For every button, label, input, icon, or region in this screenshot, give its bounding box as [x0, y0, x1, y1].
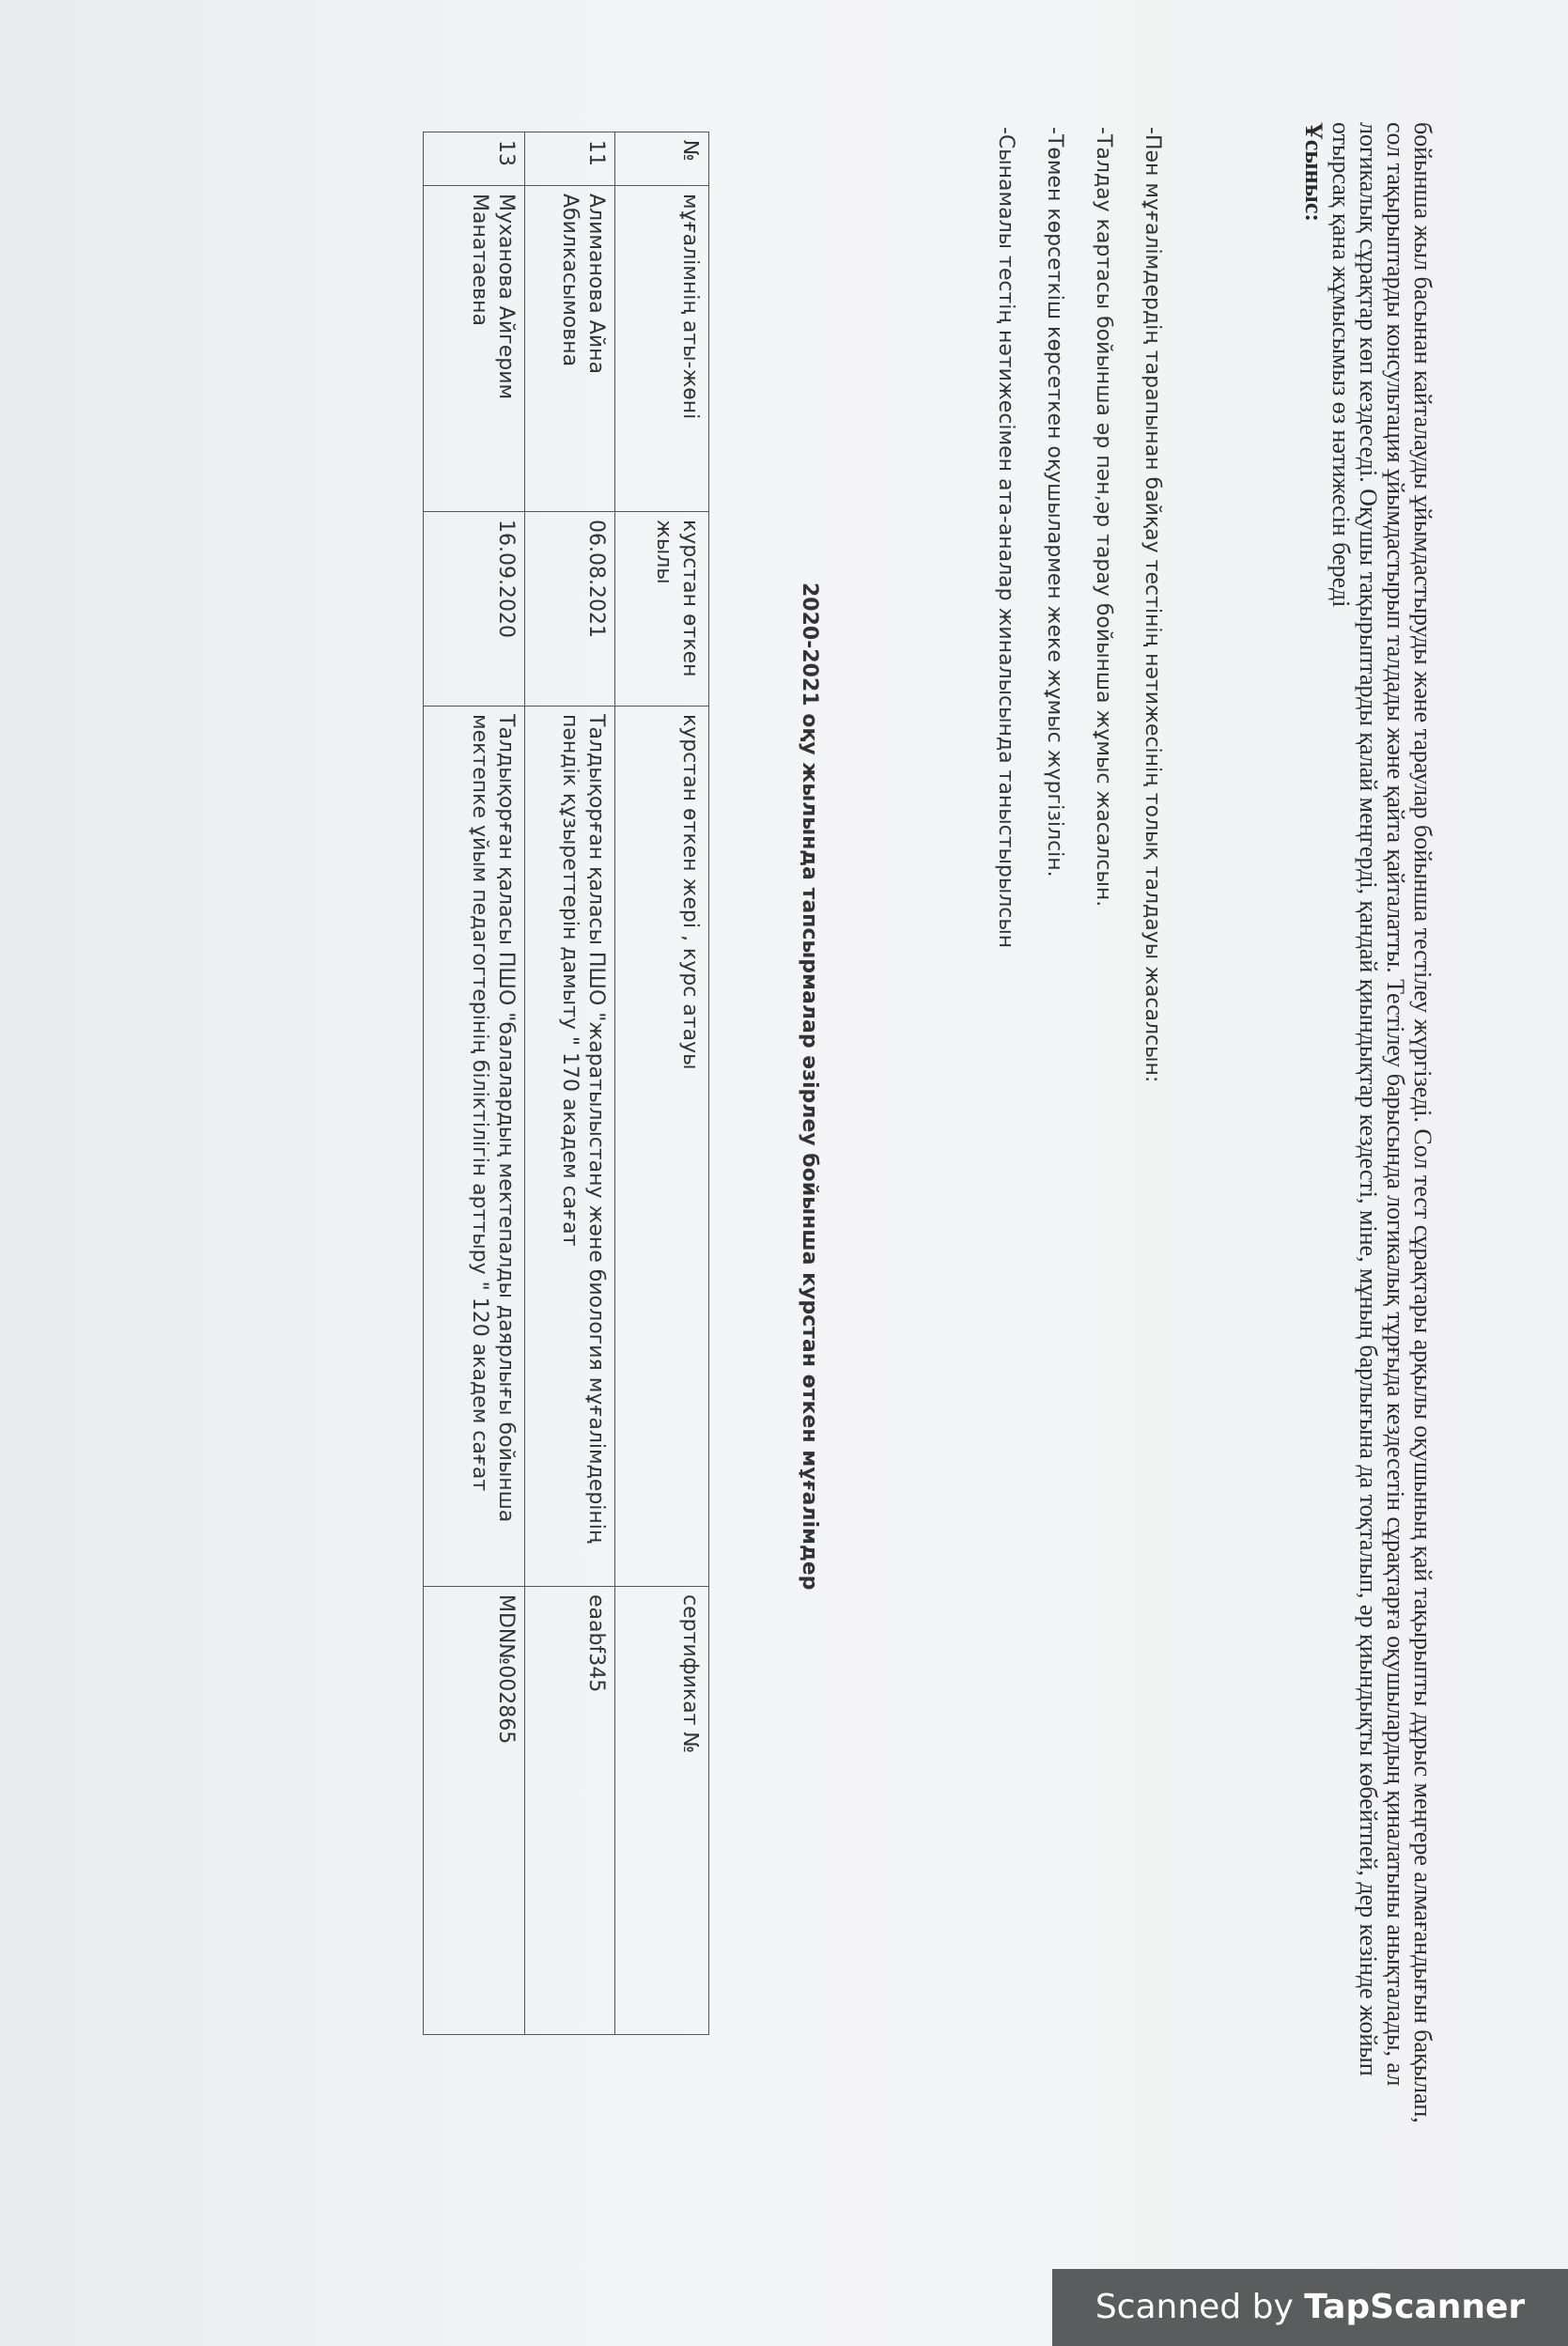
header-course-place: курстан өткен жері , курс атауы — [615, 707, 709, 1587]
conclusion-title: Ұсыныс: — [1300, 122, 1327, 223]
recommendation-item: -Пән мұғалімдердің тарапынан байқау тестінің нәтижесінің толық талдауы жасалсын: — [1141, 127, 1164, 1083]
cell-teacher-name: Алиманова Айна Абилкасымовна — [525, 186, 615, 512]
header-teacher-name: мұғалімнің аты-жөні — [615, 186, 709, 512]
table-title: 2020-2021 оқу жылында тапсырмалар әзірлеу бойынша курстан өткен мұғалімдер — [798, 583, 821, 1591]
watermark-brand: TapScanner — [1304, 2288, 1526, 2326]
watermark-prefix: Scanned by — [1094, 2288, 1305, 2326]
table-row — [525, 132, 615, 2035]
cell-certificate: eaabf345 — [525, 1587, 615, 2035]
header-course-year: курстан өткен жылы — [615, 512, 709, 707]
cell-course-date: 16.09.2020 — [424, 512, 525, 707]
header-number: № — [615, 132, 709, 186]
cell-course-place: Талдықорған қаласы ПШО "балалардың мектепалды даярлығы бойынша мектепке ұйым педагогтерінің біліктілігін арттыру " 120 академ сағат — [424, 707, 525, 1587]
intro-section — [1300, 122, 1436, 2142]
cell-course-place: Талдықорған қаласы ПШО "жаратылыстану және биология мұғалімдерінің пәндік құзыреттерін дамыту " 170 академ сағат — [525, 707, 615, 1587]
recommendation-item: -Сынамалы тестің нәтижесімен ата-аналар жиналысында таныстырылсын — [994, 127, 1017, 949]
recommendation-item: -Талдау картасы бойынша әр пән,әр тарау бойынша жұмыс жасалсын. — [1092, 127, 1115, 908]
intro-paragraph: бойынша жыл басынан кайталауды ұйымдастыруды және тараулар бойынша тестілеу жүргізеді. Сол тест сұрақтары арқылы оқушының қай тақырыпты дұрыс меңгере алмағандығын бақылап, сол тақырыптарды консультация ұйымдастырып талдады және қайта қайталатты. Тестілеу барысында логикалық тұрғыда кездесетін сұрақтарға оқушылардың қиналатыны анықталады, ал логикалық сұрақтар көп кездеседі. Оқушы тақырыптарды қалай меңгерді, қандай қиындықтар кездесті, міне, мұның барлығына да тоқталып, әр қиындықты көбейтпей, дер кезінде жойып отырсақ қана жұмысымыз өз нәтижесін береді — [1327, 122, 1436, 2123]
header-certificate: сертификат № — [615, 1587, 709, 2035]
cell-number: 11 — [525, 132, 615, 186]
cell-course-date: 06.08.2021 — [525, 512, 615, 707]
recommendation-item: -Төмен көрсеткіш көрсеткен оқушылармен жеке жұмыс жүргізілсін. — [1043, 127, 1066, 878]
cell-teacher-name: Муханова Айгерим Манатаевна — [424, 186, 525, 512]
courses-table — [423, 132, 709, 2035]
table-header-row — [615, 132, 709, 2035]
table-row — [424, 132, 525, 2035]
tapscanner-watermark — [1052, 2269, 1568, 2346]
cell-number: 13 — [424, 132, 525, 186]
cell-certificate: MDN№002865 — [424, 1587, 525, 2035]
